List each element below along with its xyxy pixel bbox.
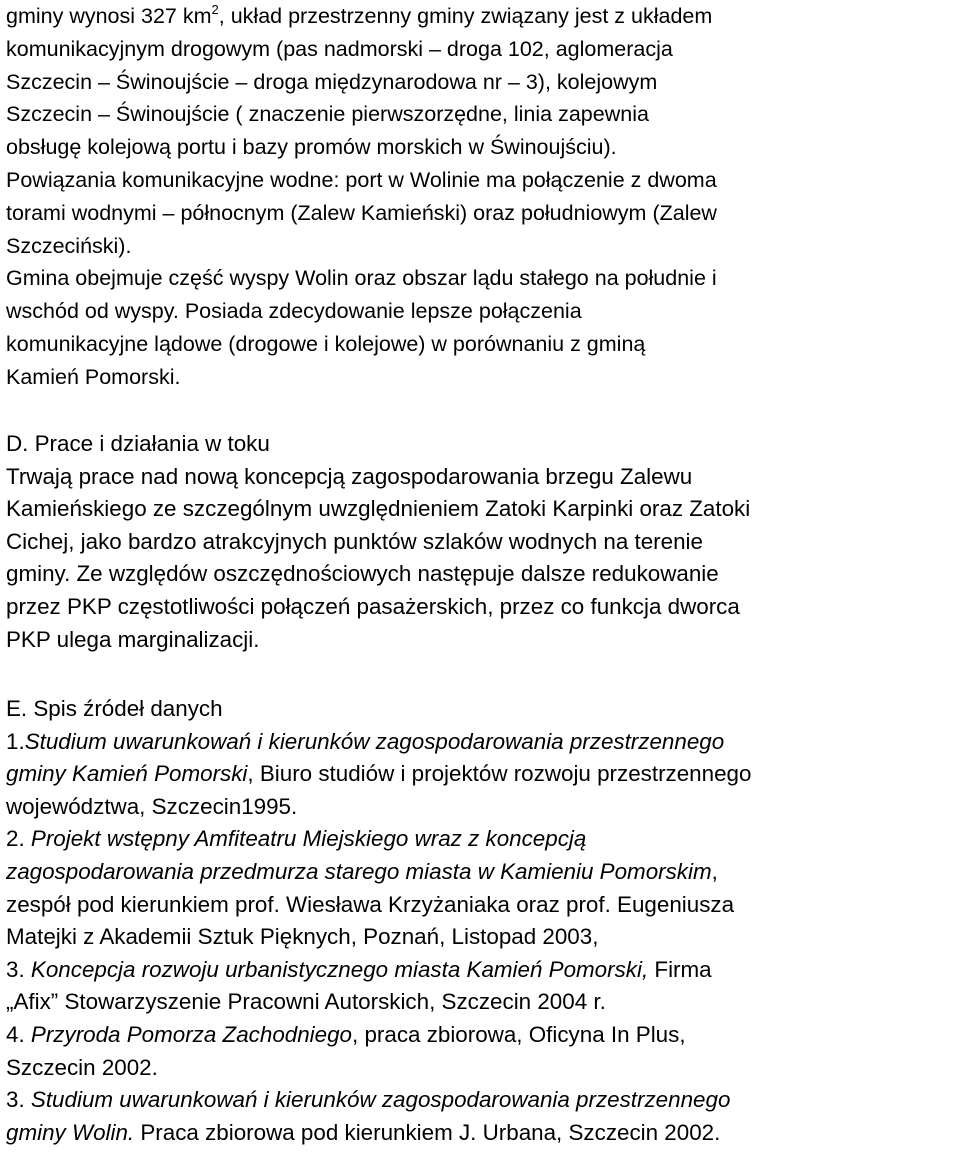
- source-details: ,: [711, 858, 718, 884]
- text-line: [6, 0, 956, 33]
- text-line: komunikacyjnym drogowym (pas nadmorski – droga 102, aglomeracja: [6, 36, 673, 61]
- source-title: gminy Kamień Pomorski: [6, 761, 248, 787]
- source-title: Studium uwarunkowań i kierunków zagospodarowania przestrzennego: [30, 1087, 731, 1113]
- source-details: Firma: [648, 956, 712, 982]
- text-line: komunikacyjne lądowe (drogowe i kolejowe) w porównaniu z gminą: [6, 331, 646, 356]
- source-entry-line: województwa, Szczecin1995.: [6, 793, 298, 819]
- source-number: 3.: [6, 956, 31, 982]
- source-title: Studium uwarunkowań i kierunków zagospodarowania przestrzennego: [24, 728, 725, 754]
- section-d: [6, 428, 956, 656]
- source-number: 3.: [6, 1087, 31, 1113]
- source-entry-line: [6, 954, 956, 987]
- source-entry-line: [6, 1019, 956, 1052]
- text-line: Gmina obejmuje część wyspy Wolin oraz obszar lądu stałego na południe i: [6, 266, 717, 291]
- text-line: PKP ulega marginalizacji.: [6, 626, 260, 652]
- text-line: Powiązania komunikacyjne wodne: port w Wolinie ma połączenie z dwoma: [6, 167, 717, 192]
- text-line: przez PKP częstotliwości połączeń pasażerskich, przez co funkcja dworca: [6, 593, 740, 619]
- text-line: Trwają prace nad nową koncepcją zagospodarowania brzegu Zalewu: [6, 463, 693, 489]
- text-line: gminy. Ze względów oszczędnościowych następuje dalsze redukowanie: [6, 561, 719, 587]
- section-heading: E. Spis źródeł danych: [6, 696, 223, 721]
- source-entry-line: [6, 726, 956, 759]
- text-line: wschód od wyspy. Posiada zdecydowanie lepsze połączenia: [6, 299, 582, 324]
- text-line: Szczecin – Świnoujście – droga międzynarodowa nr – 3), kolejowym: [6, 69, 658, 94]
- source-title: gminy Wolin.: [6, 1119, 135, 1145]
- text-line: Szczecin – Świnoujście ( znaczenie pierwszorzędne, linia zapewnia: [6, 102, 649, 127]
- source-entry-line: „Afix” Stowarzyszenie Pracowni Autorskich, Szczecin 2004 r.: [6, 989, 606, 1015]
- text-line: Kamieńskiego ze szczególnym uwzględnieniem Zatoki Karpinki oraz Zatoki: [6, 496, 751, 522]
- source-entry-line: [6, 1084, 956, 1117]
- text-line: Szczeciński).: [6, 233, 132, 258]
- text-fragment: , układ przestrzenny gminy związany jest z układem: [218, 4, 713, 28]
- source-entry-line: [6, 823, 956, 856]
- text-line: torami wodnymi – północnym (Zalew Kamieński) oraz południowym (Zalew: [6, 200, 717, 225]
- source-number: 1.: [6, 728, 25, 754]
- source-title: Przyroda Pomorza Zachodniego: [30, 1021, 353, 1047]
- text-line: Kamień Pomorski.: [6, 364, 181, 389]
- source-details: Praca zbiorowa pod kierunkiem J. Urbana, Szczecin 2002.: [134, 1119, 721, 1145]
- source-title: zagospodarowania przedmurza starego miasta w Kamieniu Pomorskim: [6, 858, 712, 884]
- source-entry-line: [6, 856, 956, 889]
- source-details: , praca zbiorowa, Oficyna In Plus,: [352, 1021, 686, 1047]
- source-entry-line: Szczecin 2002.: [6, 1054, 158, 1080]
- source-entry-line: [6, 1117, 956, 1150]
- source-number: 4.: [6, 1021, 31, 1047]
- section-e: [6, 693, 956, 1149]
- source-title: Koncepcja rozwoju urbanistycznego miasta Kamień Pomorski,: [30, 956, 649, 982]
- superscript: 2: [211, 2, 219, 17]
- text-fragment: gminy wynosi 327 km: [6, 4, 212, 28]
- paragraph-transport: [6, 0, 956, 394]
- section-heading: D. Prace i działania w toku: [6, 431, 270, 456]
- source-number: 2.: [6, 826, 31, 852]
- source-entry-line: Matejki z Akademii Sztuk Pięknych, Poznań, Listopad 2003,: [6, 924, 599, 950]
- text-line: Cichej, jako bardzo atrakcyjnych punktów szlaków wodnych na terenie: [6, 528, 703, 554]
- text-line: obsługę kolejową portu i bazy promów morskich w Świnoujściu).: [6, 135, 617, 160]
- source-details: , Biuro studiów i projektów rozwoju przestrzennego: [247, 761, 752, 787]
- source-title: Projekt wstępny Amfiteatru Miejskiego wraz z koncepcją: [30, 826, 587, 852]
- source-entry-line: [6, 758, 956, 791]
- source-entry-line: zespół pod kierunkiem prof. Wiesława Krzyżaniaka oraz prof. Eugeniusza: [6, 891, 735, 917]
